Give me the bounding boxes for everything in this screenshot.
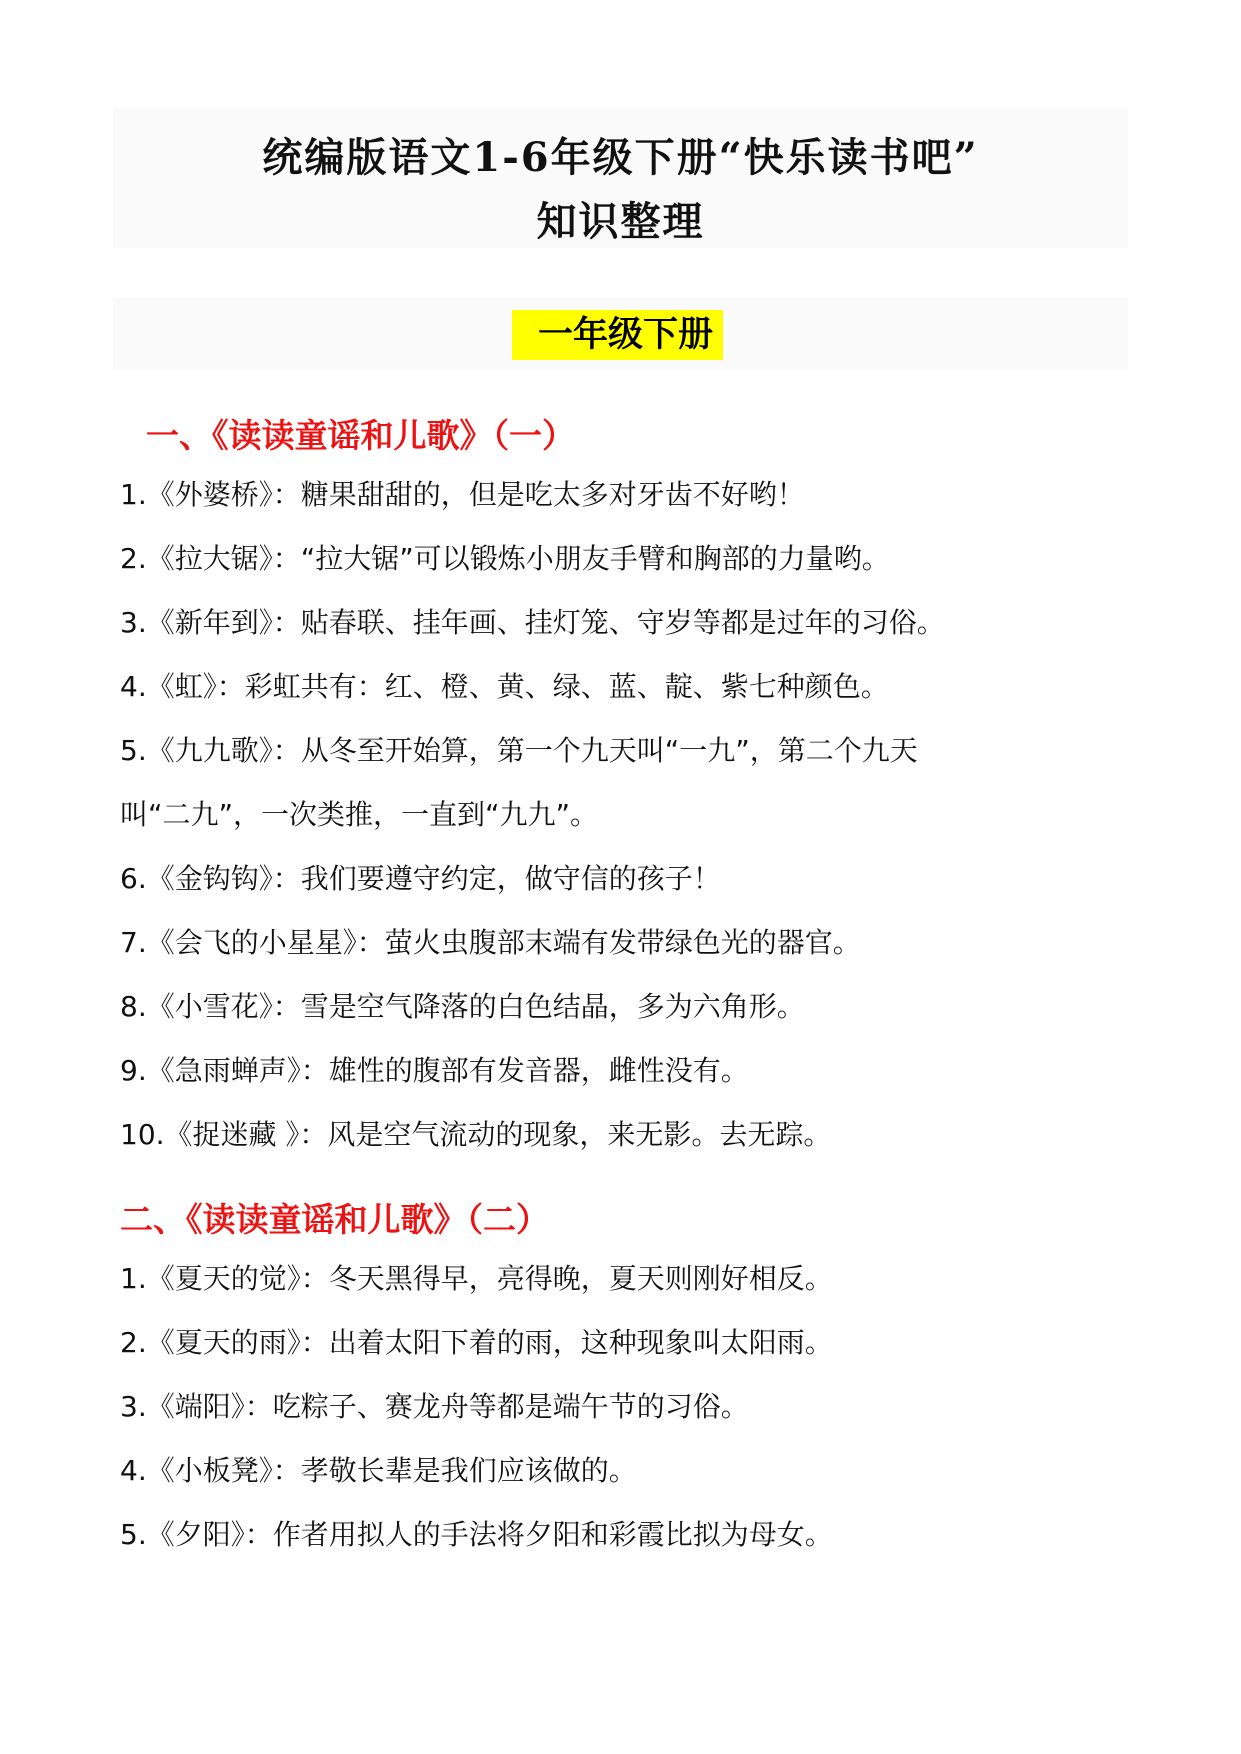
section-heading-1: 一、《读读童谣和儿歌》（一） (146, 416, 575, 455)
grade-heading: 一年级下册 (512, 310, 723, 360)
list-item: 3.《端阳》：吃粽子、赛龙舟等都是端午节的习俗。 (120, 1390, 749, 1423)
list-item: 10.《捉迷藏 》：风是空气流动的现象，来无影。去无踪。 (120, 1118, 832, 1151)
document-title: 统编版语文1-6年级下册“快乐读书吧” (262, 134, 979, 181)
list-item: 8.《小雪花》：雪是空气降落的白色结晶，多为六角形。 (120, 990, 805, 1023)
list-item: 2.《夏天的雨》：出着太阳下着的雨，这种现象叫太阳雨。 (120, 1326, 833, 1359)
list-item: 1.《夏天的觉》：冬天黑得早，亮得晚，夏天则刚好相反。 (120, 1262, 833, 1295)
document-subtitle: 知识整理 (536, 198, 705, 245)
list-item: 6.《金钩钩》：我们要遵守约定，做守信的孩子！ (120, 862, 721, 895)
list-item: 4.《虹》：彩虹共有：红、橙、黄、绿、蓝、靛、紫七种颜色。 (120, 670, 889, 703)
list-item: 2.《拉大锯》：“拉大锯”可以锻炼小朋友手臂和胸部的力量哟。 (120, 542, 890, 575)
list-item-continuation: 叫“二九”，一次类推，一直到“九九”。 (120, 798, 599, 831)
list-item: 3.《新年到》：贴春联、挂年画、挂灯笼、守岁等都是过年的习俗。 (120, 606, 945, 639)
list-item: 4.《小板凳》：孝敬长辈是我们应该做的。 (120, 1454, 637, 1487)
list-item: 5.《夕阳》：作者用拟人的手法将夕阳和彩霞比拟为母女。 (120, 1518, 833, 1551)
list-item: 7.《会飞的小星星》：萤火虫腹部末端有发带绿色光的器官。 (120, 926, 861, 959)
list-item: 9.《急雨蝉声》：雄性的腹部有发音器，雌性没有。 (120, 1054, 749, 1087)
section-heading-2: 二、《读读童谣和儿歌》（二） (120, 1200, 549, 1239)
list-item: 1.《外婆桥》：糖果甜甜的，但是吃太多对牙齿不好哟！ (120, 478, 805, 511)
list-item: 5.《九九歌》：从冬至开始算，第一个九天叫“一九”，第二个九天 (120, 734, 918, 767)
